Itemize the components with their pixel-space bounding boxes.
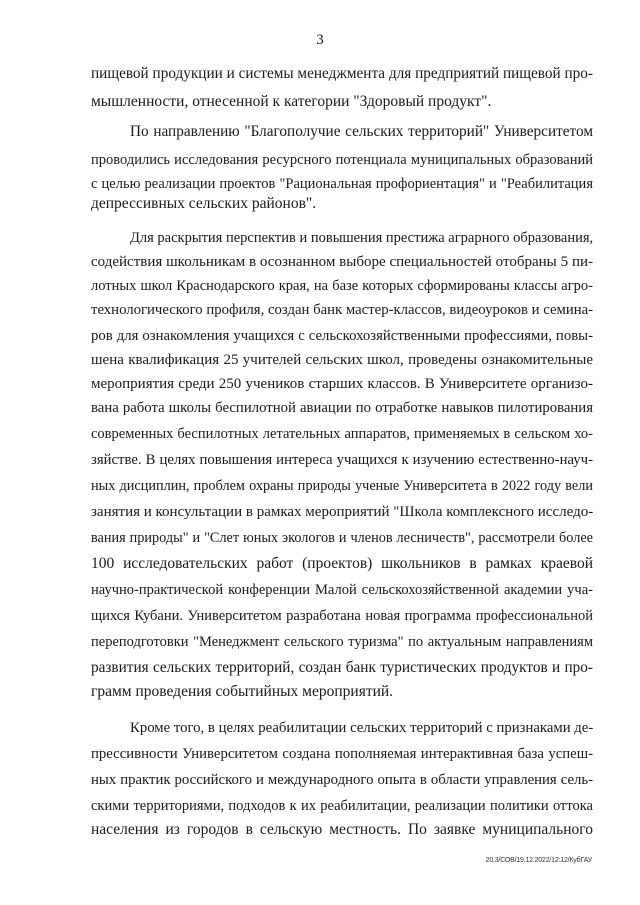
text-line: 100 исследовательских работ (проектов) школьников в рамках краевой <box>91 555 593 572</box>
text-line: технологического профиля, создан банк мастер-классов, видеоуроков и семина- <box>91 302 594 318</box>
text-line: занятия и консультации в рамках мероприятий "Школа комплексного исследо- <box>91 504 594 520</box>
text-line: переподготовки "Менеджмент сельского туризма" по актуальным направлениям <box>91 634 593 650</box>
text-line: щихся Кубани. Университетом разработана новая программа профессиональной <box>91 608 593 624</box>
text-line: ров для ознакомления учащихся с сельскохозяйственными профессиями, повы- <box>91 328 593 344</box>
text-line: современных беспилотных летательных аппаратов, применяемых в сельском хо- <box>91 426 593 442</box>
text-line: Кроме того, в целях реабилитации сельских территорий с признаками де- <box>130 720 594 736</box>
document-footer-code: 20.3/СОВ/19.12.2022/12:12/КубГАУ <box>485 857 592 864</box>
text-line: населения из городов в сельскую местность. По заявке муниципального <box>91 821 593 838</box>
text-line: с целью реализации проектов "Рациональная профориентация" и "Реабилитация <box>91 176 593 192</box>
text-line: научно-практической конференции Малой сельскохозяйственной академии уча- <box>91 582 593 598</box>
text-line: депрессивных сельских районов". <box>91 195 317 212</box>
text-line: шена квалификация 25 учителей сельских школ, проведены ознакомительные <box>91 352 593 368</box>
text-line: грамм проведения событийных мероприятий. <box>91 683 394 700</box>
text-line: По направлению "Благополучие сельских территорий" Университетом <box>130 123 593 140</box>
text-line: мероприятия среди 250 учеников старших классов. В Университете организо- <box>91 376 593 392</box>
text-line: скими территориями, подходов к их реабилитации, реализации политики оттока <box>91 798 593 814</box>
text-line: зяйстве. В целях повышения интереса учащихся к изучению естественно-науч- <box>91 452 593 468</box>
text-line: проводились исследования ресурсного потенциала муниципальных образований <box>91 152 593 168</box>
text-line: вания природы" и "Слет юных экологов и членов лесничеств", рассмотрели более <box>91 530 593 546</box>
page-number: 3 <box>316 32 324 48</box>
text-line: лотных школ Краснодарского края, на базе которых сформированы классы агро- <box>91 278 593 294</box>
text-line: прессивности Университетом создана пополняемая интерактивная база успеш- <box>91 746 593 762</box>
text-line: пищевой продукции и системы менеджмента для предприятий пищевой про- <box>91 65 593 82</box>
text-line: вана работа школы беспилотной авиации по отработке навыков пилотирования <box>91 400 593 416</box>
text-line: содействия школьникам в осознанном выборе специальностей отобраны 5 пи- <box>91 254 593 270</box>
text-line: Для раскрытия перспектив и повышения престижа аграрного образования, <box>130 230 594 246</box>
text-line: развития сельских территорий, создан банк туристических продуктов и про- <box>91 659 593 676</box>
text-line: ных дисциплин, проблем охраны природы ученые Университета в 2022 году вели <box>91 478 593 494</box>
text-line: ных практик российского и международного опыта в области управления сель- <box>91 772 593 788</box>
text-line: мышленности, отнесенной к категории "Здоровый продукт". <box>91 93 492 110</box>
